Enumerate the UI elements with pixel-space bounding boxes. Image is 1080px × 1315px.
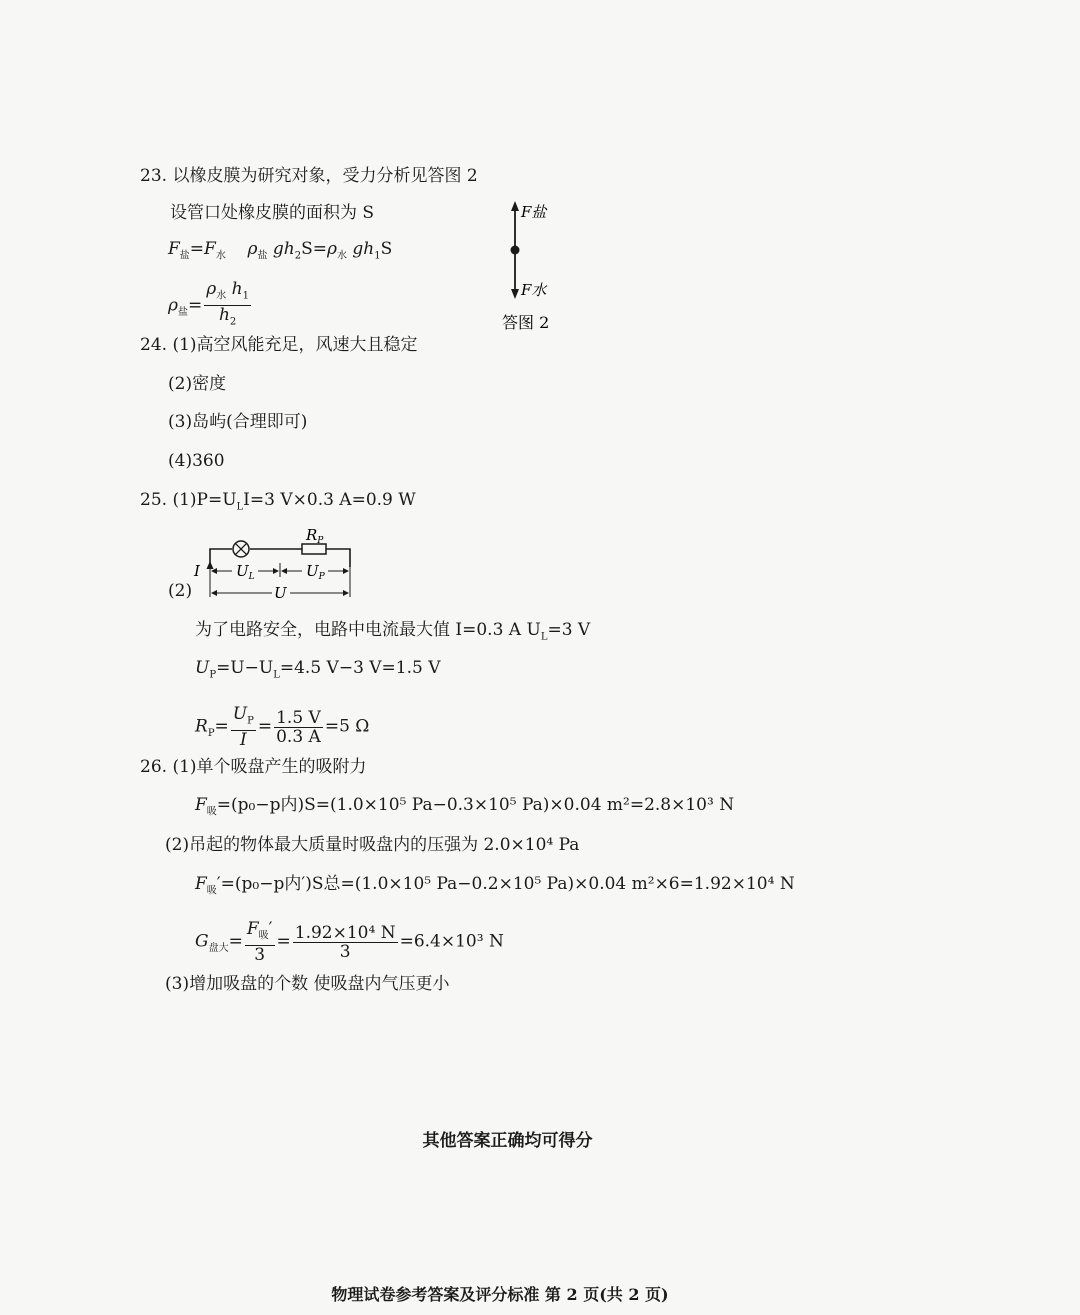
q23-area-line: 设管口处橡皮膜的面积为 S xyxy=(170,203,375,223)
up-arrow-right-icon xyxy=(343,568,349,574)
arrow-down-icon xyxy=(511,289,519,299)
g-fraction-2: $\frac{\text{1.92×10⁴ N}}{3}$ xyxy=(294,922,396,962)
u-arrow-left-icon xyxy=(211,590,217,596)
q24-part4: (4)360 xyxy=(168,451,225,471)
ul-arrow-right-icon xyxy=(273,568,279,574)
q25-part1: 25. $(1)P=U_LI=3$ V×0.3 A=0.9 W xyxy=(140,490,416,513)
q26-weight-line: $G_{盘大}=$ $\frac{F_吸'}{3}$ = $\frac{\text{1.92×10⁴ N}}{3}$ =6.4×10³ N xyxy=(195,919,504,966)
q26-part1: 26. (1)单个吸盘产生的吸附力 xyxy=(140,757,367,777)
q23-density-fraction: $\frac{\rho_水 h_1}{h_2}$ xyxy=(206,279,249,328)
q25-safety-line: 为了电路安全，电路中电流最大值 I=0.3 A $U_L=3$ V xyxy=(195,620,591,643)
q23-intro: 23. 以橡皮膜为研究对象，受力分析见答图 2 xyxy=(140,166,478,186)
rp-fraction-2: $\frac{1.5 V}{0.3 A}$ xyxy=(276,707,321,747)
up-label: $U_P$ xyxy=(306,562,325,582)
force-water-label: F水 xyxy=(521,281,547,299)
q26-part2: (2)吊起的物体最大质量时吸盘内的压强为 2.0×10⁴ Pa xyxy=(165,835,580,855)
q25-part2-label: (2) xyxy=(168,581,193,601)
q23-density-result: $\rho_盐=$ $\frac{\rho_水 h_1}{h_2}$ xyxy=(168,280,253,332)
q24-part1: 24. (1)高空风能充足，风速大且稳定 xyxy=(140,335,418,355)
q24-part2: (2)密度 xyxy=(168,374,227,394)
q23-force-equation: $F_盐=F_水$ $\rho_盐$ $gh_2S=\rho_水$ $gh_1S$ xyxy=(168,239,393,262)
circuit-diagram xyxy=(190,525,370,605)
g-fraction-1: $\frac{F_吸'}{3}$ xyxy=(246,919,273,966)
page-footer: 物理试卷参考答案及评分标准 第 2 页(共 2 页) xyxy=(331,1285,669,1304)
q24-part3: (3)岛屿(合理即可) xyxy=(168,412,308,432)
circuit-wire-left xyxy=(210,549,232,567)
force-diagram xyxy=(490,195,580,335)
arrow-up-icon xyxy=(511,201,519,211)
q26-force-line: $F_吸=(p_0-p$内)S=(1.0×10⁵ Pa−0.3×10⁵ Pa)×0.04 m²=2.8×10³ N xyxy=(195,795,735,818)
figure-caption: 答图 2 xyxy=(502,313,550,332)
u-arrow-right-icon xyxy=(343,590,349,596)
rp-fraction-1: $\frac{U_P}{I}$ xyxy=(232,704,254,751)
force-salt-label: F盐 xyxy=(521,203,547,221)
q26-force2-line: $F_吸'=(p_0-p$内′)S总=(1.0×10⁵ Pa−0.2×10⁵ Pa)×0.04 m²×6=1.92×10⁴ N xyxy=(195,874,795,897)
membrane-point-icon xyxy=(511,246,520,255)
up-arrow-left-icon xyxy=(281,568,287,574)
q25-up-line: $U_P=U-U_L=4.5$ V−3 V=1.5 V xyxy=(195,658,441,681)
u-label: U xyxy=(274,584,287,602)
closing-note: 其他答案正确均可得分 xyxy=(422,1131,593,1151)
current-label: I xyxy=(194,562,200,580)
ul-label: $U_L$ xyxy=(236,562,255,582)
resistor-label: $R_P$ xyxy=(306,526,324,546)
circuit-wire-right xyxy=(326,549,350,567)
q26-part3: (3)增加吸盘的个数 使吸盘内气压更小 xyxy=(165,974,450,994)
q25-rp-line: $R_P=$ $\frac{U_P}{I}$ = $\frac{1.5 V}{0.3 A}$ =5 Ω xyxy=(195,704,370,751)
